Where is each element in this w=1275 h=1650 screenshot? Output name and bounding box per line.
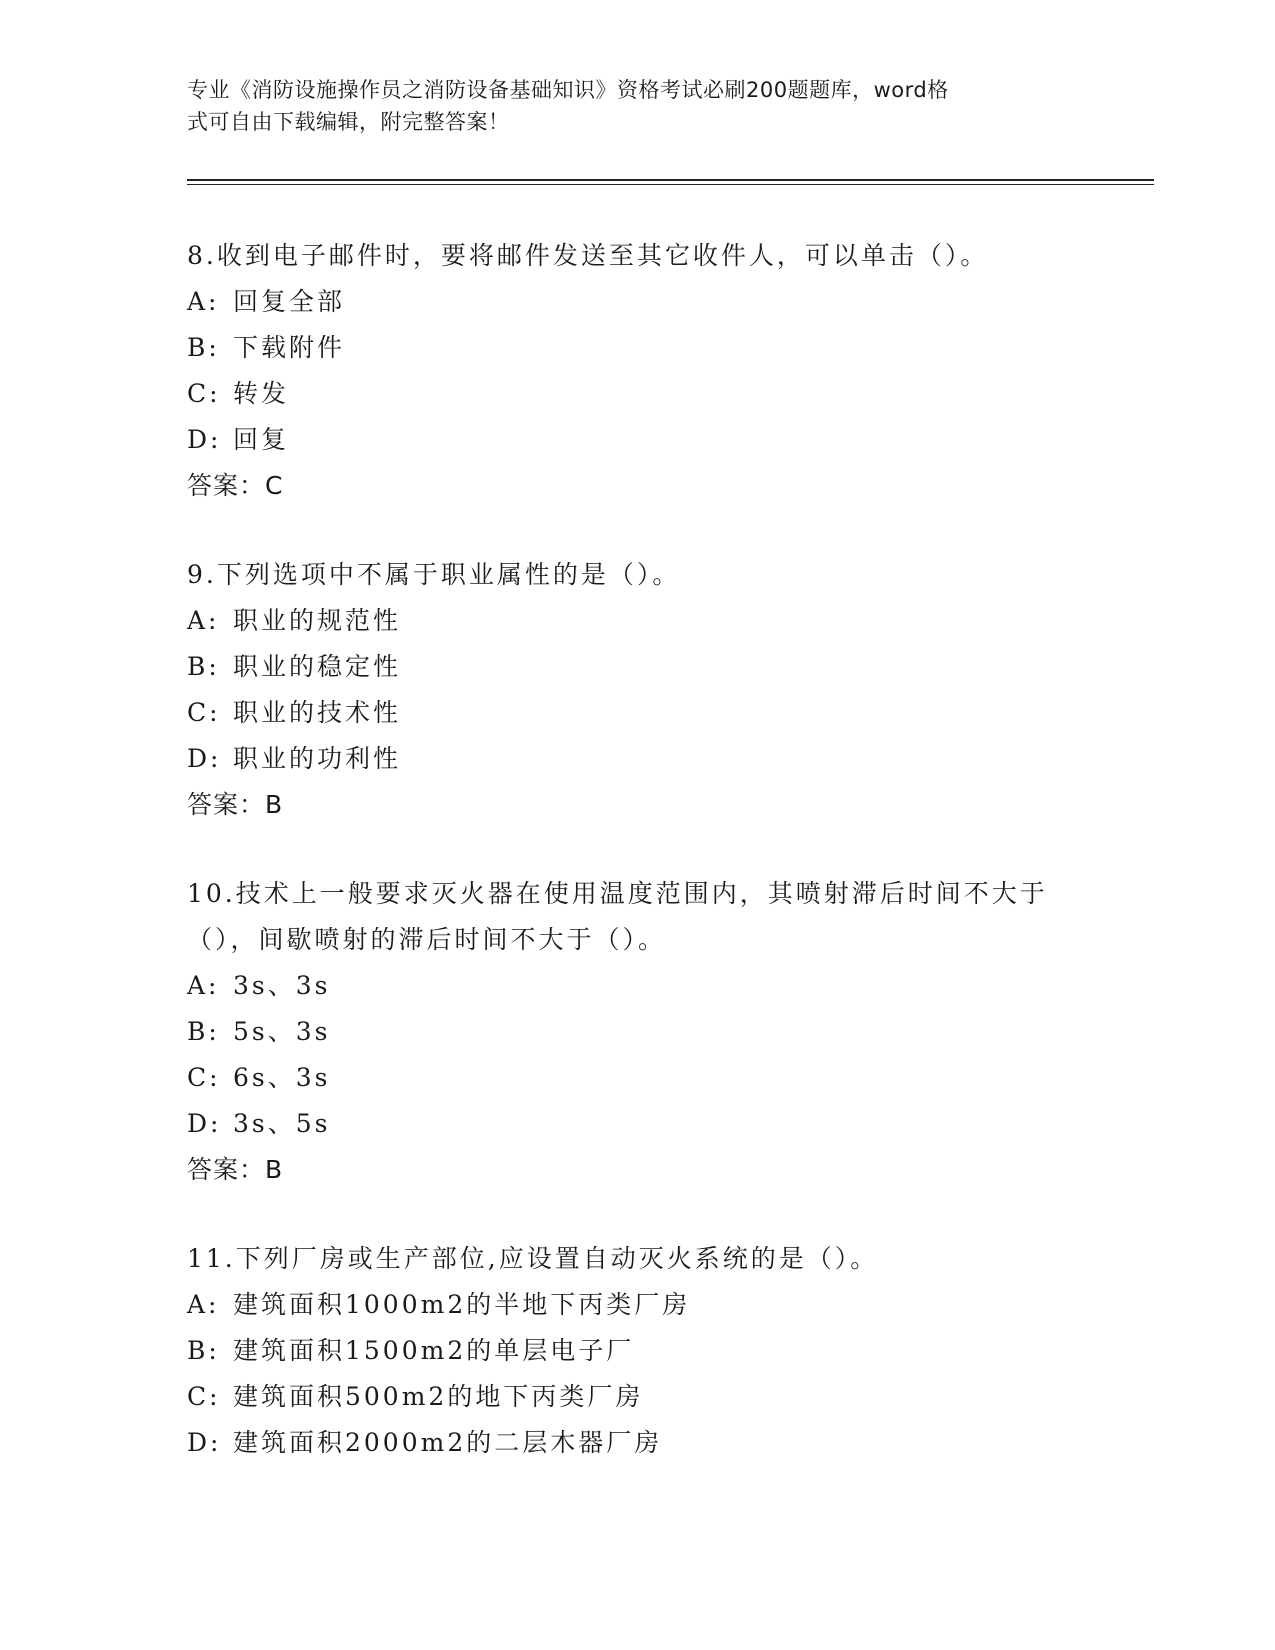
- option-letter: A:: [187, 606, 220, 635]
- option-text: 建筑面积1500m2的单层电子厂: [233, 1336, 635, 1365]
- option-text: 6s、3s: [233, 1063, 331, 1092]
- option-text: 建筑面积2000m2的二层木器厂房: [233, 1428, 663, 1457]
- option-c: [187, 1055, 1087, 1101]
- question-text: 8.收到电子邮件时，要将邮件发送至其它收件人，可以单击（）。: [187, 241, 989, 270]
- option-c: [187, 690, 1087, 736]
- option-text: 建筑面积1000m2的半地下丙类厂房: [233, 1290, 691, 1319]
- option-letter: D:: [187, 425, 222, 454]
- option-text: 5s、3s: [233, 1017, 331, 1046]
- option-b: [187, 325, 1087, 371]
- answer: 答案：B: [187, 1155, 284, 1184]
- header-divider-top: [187, 179, 1154, 181]
- option-b: [187, 644, 1087, 690]
- question-11: [187, 1236, 1087, 1466]
- option-letter: D:: [187, 744, 222, 773]
- option-letter: A:: [187, 1290, 220, 1319]
- option-letter: B:: [187, 1336, 220, 1365]
- option-d: [187, 736, 1087, 782]
- option-c: [187, 1374, 1087, 1420]
- option-letter: A:: [187, 971, 220, 1000]
- option-text: 回复: [233, 425, 290, 454]
- option-d: [187, 1420, 1087, 1466]
- option-letter: B:: [187, 652, 220, 681]
- option-text: 职业的功利性: [233, 744, 402, 773]
- option-letter: C:: [187, 1063, 221, 1092]
- option-b: [187, 1328, 1087, 1374]
- option-text: 建筑面积500m2的地下丙类厂房: [233, 1382, 644, 1411]
- option-a: [187, 963, 1087, 1009]
- option-text: 3s、5s: [233, 1109, 331, 1138]
- header-divider-bottom: [187, 184, 1154, 185]
- header-line-1: 专业《消防设施操作员之消防设备基础知识》资格考试必刷200题题库，word格: [187, 78, 949, 102]
- option-a: [187, 598, 1087, 644]
- option-a: [187, 279, 1087, 325]
- option-text: 3s、3s: [233, 971, 331, 1000]
- option-b: [187, 1009, 1087, 1055]
- option-text: 职业的规范性: [233, 606, 402, 635]
- option-letter: C:: [187, 379, 221, 408]
- answer: 答案：B: [187, 790, 284, 819]
- question-8: [187, 233, 1087, 509]
- question-text-line-2: （），间歇喷射的滞后时间不大于（）。: [187, 925, 667, 954]
- option-letter: A:: [187, 287, 220, 316]
- option-d: [187, 1101, 1087, 1147]
- question-10: [187, 871, 1087, 1193]
- question-text-line-1: 10.技术上一般要求灭火器在使用温度范围内，其喷射滞后时间不大于: [187, 879, 1048, 908]
- option-text: 职业的技术性: [233, 698, 402, 727]
- header-line-2: 式可自由下载编辑，附完整答案！: [187, 110, 510, 134]
- option-text: 转发: [233, 379, 290, 408]
- option-text: 下载附件: [233, 333, 346, 362]
- option-letter: B:: [187, 333, 220, 362]
- question-text: 9.下列选项中不属于职业属性的是（）。: [187, 560, 681, 589]
- question-9: [187, 552, 1087, 828]
- option-c: [187, 371, 1087, 417]
- option-letter: D:: [187, 1109, 222, 1138]
- option-letter: C:: [187, 698, 221, 727]
- option-letter: B:: [187, 1017, 220, 1046]
- option-a: [187, 1282, 1087, 1328]
- option-text: 职业的稳定性: [233, 652, 402, 681]
- option-letter: D:: [187, 1428, 222, 1457]
- answer: 答案：C: [187, 471, 284, 500]
- document-header: [187, 74, 1067, 138]
- option-letter: C:: [187, 1382, 221, 1411]
- question-text: 11.下列厂房或生产部位,应设置自动灭火系统的是（）。: [187, 1244, 879, 1273]
- option-d: [187, 417, 1087, 463]
- option-text: 回复全部: [233, 287, 346, 316]
